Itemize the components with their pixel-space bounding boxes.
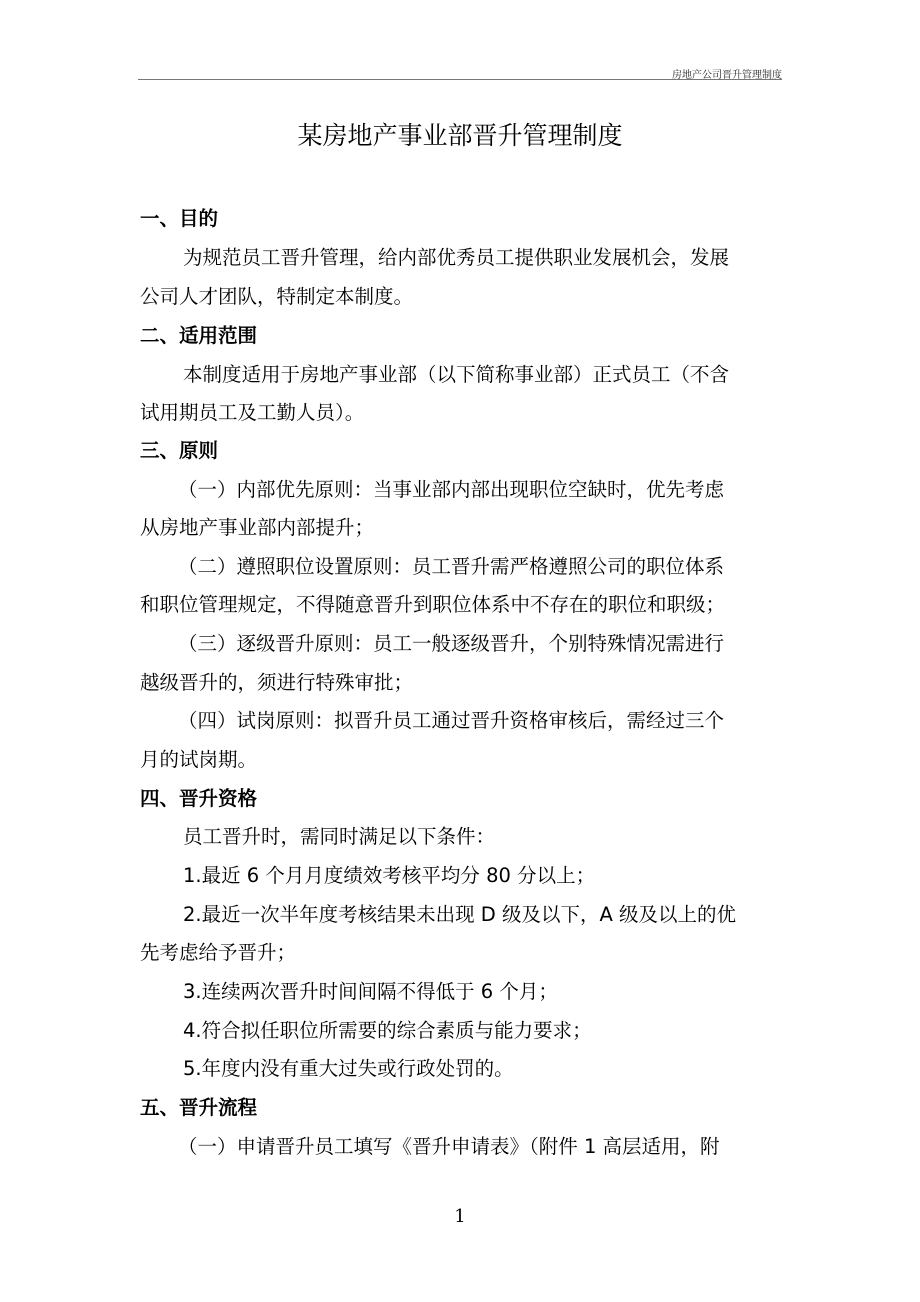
purpose-paragraph-line-2: 公司人才团队，特制定本制度。 (140, 285, 414, 308)
qualifications-intro: 员工晋升时，需同时满足以下条件： (183, 825, 496, 848)
qualification-item-5: 5.年度内没有重大过失或行政处罚的。 (183, 1057, 514, 1080)
principle-2-line-1: （二）遵照职位设置原则：员工晋升需严格遵照公司的职位体系 (178, 555, 725, 578)
principle-2-line-2: 和职位管理规定，不得随意晋升到职位体系中不存在的职位和职级； (140, 593, 726, 616)
qualification-item-3: 3.连续两次晋升时间间隔不得低于 6 个月； (183, 980, 558, 1003)
qualification-item-4: 4.符合拟任职位所需要的综合素质与能力要求； (183, 1019, 592, 1042)
section-heading-qualifications: 四、晋升资格 (140, 787, 258, 810)
header-rule (138, 79, 782, 80)
document-title: 某房地产事业部晋升管理制度 (297, 121, 623, 150)
principle-4-line-1: （四）试岗原则：拟晋升员工通过晋升资格审核后，需经过三个 (178, 709, 725, 732)
section-heading-process: 五、晋升流程 (140, 1096, 258, 1119)
principle-1-line-2: 从房地产事业部内部提升； (140, 516, 375, 539)
running-header: 房地产公司晋升管理制度 (672, 70, 782, 81)
section-heading-purpose: 一、目的 (140, 207, 219, 230)
scope-paragraph-line-2: 试用期员工及工勤人员）。 (140, 401, 365, 424)
qualification-item-2-line-1: 2.最近一次半年度考核结果未出现 D 级及以下，A 级及以上的优 (183, 903, 737, 926)
principle-1-line-1: （一）内部优先原则：当事业部内部出现职位空缺时，优先考虑 (178, 478, 725, 501)
principle-3-line-2: 越级晋升的，须进行特殊审批； (140, 671, 414, 694)
section-heading-scope: 二、适用范围 (140, 324, 258, 347)
principle-3-line-1: （三）逐级晋升原则：员工一般逐级晋升，个别特殊情况需进行 (178, 632, 725, 655)
purpose-paragraph-line-1: 为规范员工晋升管理，给内部优秀员工提供职业发展机会，发展 (183, 246, 730, 269)
qualification-item-1: 1.最近 6 个月月度绩效考核平均分 80 分以上； (183, 864, 596, 887)
section-heading-principles: 三、原则 (140, 439, 219, 462)
principle-4-line-2: 月的试岗期。 (140, 748, 258, 771)
qualification-item-2-line-2: 先考虑给予晋升； (140, 941, 297, 964)
process-step-1-line-1: （一）申请晋升员工填写《晋升申请表》（附件 1 高层适用，附 (178, 1135, 720, 1158)
scope-paragraph-line-1: 本制度适用于房地产事业部（以下简称事业部）正式员工（不含 (183, 363, 730, 386)
page-number: 1 (454, 1206, 466, 1227)
